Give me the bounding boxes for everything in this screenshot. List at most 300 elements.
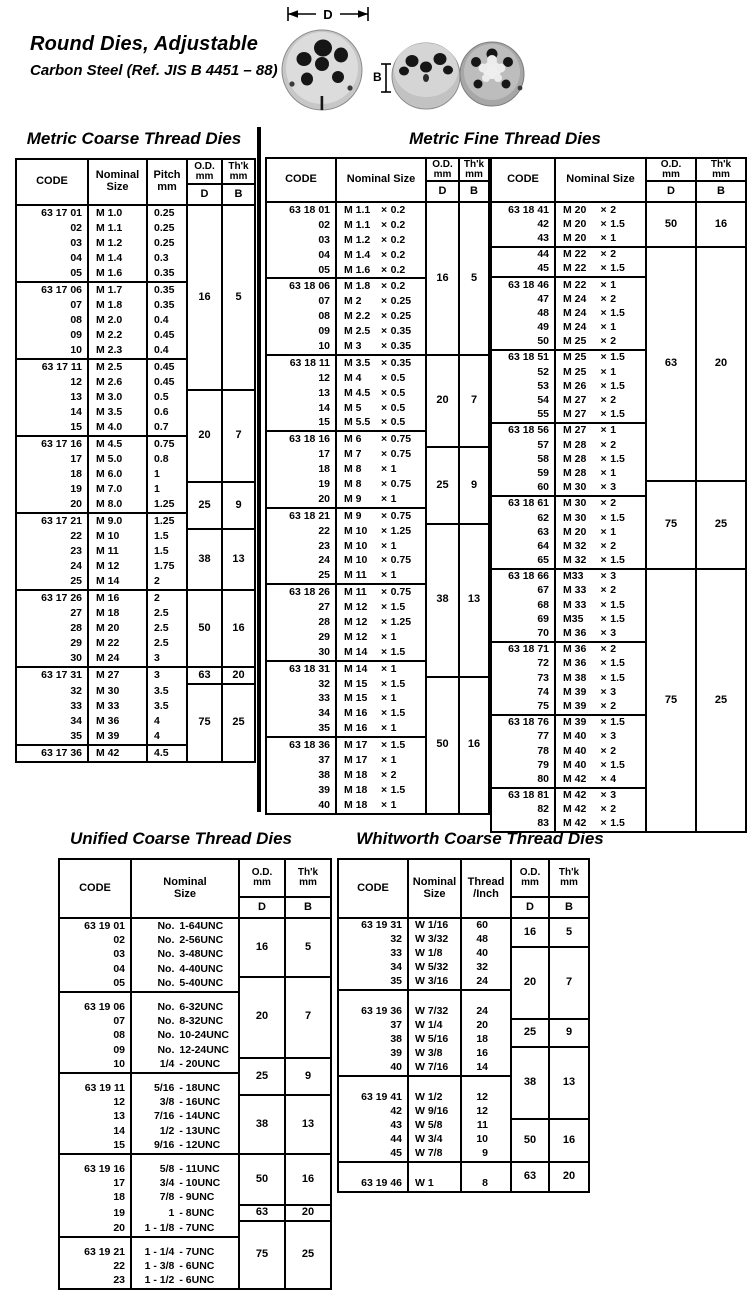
cell-code: 37	[338, 1019, 408, 1033]
metric-coarse-title: Metric Coarse Thread Dies	[26, 129, 242, 148]
cell-thk: 13	[222, 529, 255, 590]
cell-code: 27	[16, 606, 88, 621]
whitworth-coarse-table	[337, 858, 590, 1193]
cell-code: 63 18 31	[266, 661, 336, 677]
cell-sizew: W 3/16	[408, 975, 461, 990]
column-header: Nominal Size	[408, 859, 461, 918]
metric-coarse-table	[15, 158, 256, 763]
column-header: Nominal Size	[555, 158, 646, 202]
cell-pitch: 0.8	[147, 452, 187, 467]
cell-sizex: M 4.5 × 0.5	[336, 386, 426, 401]
cell-sizex: M 42 × 1.5	[555, 817, 646, 832]
cell-sizeu: No. 6-32UNC	[131, 992, 239, 1014]
catalog-table	[58, 858, 332, 1290]
table-row	[491, 481, 746, 496]
cell-od: 38	[426, 524, 459, 677]
cell-sizex: M 30 × 3	[555, 481, 646, 496]
cell-code: 08	[59, 1029, 131, 1043]
column-header: O.D. mm	[187, 159, 222, 184]
cell-size: M 1.6	[88, 266, 147, 282]
cell-pitch: 1.75	[147, 559, 187, 574]
metric-fine-title: Metric Fine Thread Dies	[409, 129, 601, 148]
cell-od: 50	[646, 202, 696, 247]
cell-sizeu: 1 - 1/2 - 6UNC	[131, 1274, 239, 1289]
cell-code: 33	[338, 947, 408, 961]
cell-sizex: M 18 × 1	[336, 798, 426, 814]
column-header: B	[285, 897, 331, 918]
cell-pitch: 0.45	[147, 375, 187, 390]
column-header: O.D. mm	[239, 859, 285, 897]
cell-code: 62	[491, 511, 555, 525]
cell-sizex: M 8 × 0.75	[336, 477, 426, 492]
column-header: Thread /Inch	[461, 859, 511, 918]
cell-code: 30	[16, 651, 88, 667]
cell-tpi: 14	[461, 1061, 511, 1076]
cell-sizeu: 3/4 - 10UNC	[131, 1176, 239, 1190]
cell-tpi: 18	[461, 1033, 511, 1047]
cell-sizew: W 1/2	[408, 1076, 461, 1105]
cell-sizeu: 1 - 3/8 - 6UNC	[131, 1259, 239, 1273]
cell-sizex: M 25 × 1	[555, 365, 646, 379]
cell-sizeu: 1/4 - 20UNC	[131, 1058, 239, 1073]
cell-sizeu: 1 - 1/8 - 7UNC	[131, 1221, 239, 1236]
cell-thk: 25	[222, 684, 255, 762]
cell-code: 32	[16, 684, 88, 699]
cell-sizex: M 28 × 2	[555, 438, 646, 452]
cell-sizex: M35 × 1.5	[555, 612, 646, 626]
cell-size: M 4.0	[88, 420, 147, 436]
cell-code: 57	[491, 438, 555, 452]
cell-thk: 25	[696, 481, 746, 569]
header-row	[338, 859, 589, 897]
die-face-view	[282, 30, 362, 110]
cell-sizex: M 39 × 2	[555, 699, 646, 714]
cell-code: 48	[491, 306, 555, 320]
cell-tpi: 8	[461, 1162, 511, 1192]
cell-code: 63 19 41	[338, 1076, 408, 1105]
cell-sizex: M 2.2 × 0.25	[336, 309, 426, 324]
cell-code: 35	[16, 729, 88, 745]
cell-sizeu: No. 12-24UNC	[131, 1043, 239, 1057]
cell-sizex: M 7 × 0.75	[336, 447, 426, 462]
column-header: B	[459, 181, 489, 202]
cell-code: 63 18 06	[266, 278, 336, 294]
cell-od: 75	[646, 481, 696, 569]
cell-code: 03	[266, 233, 336, 248]
table-row	[59, 1154, 331, 1176]
cell-code: 63 17 31	[16, 667, 88, 684]
cell-sizex: M 12 × 1.5	[336, 600, 426, 615]
cell-code: 64	[491, 539, 555, 553]
table-row	[338, 947, 589, 961]
header-row	[59, 859, 331, 897]
cell-pitch: 0.4	[147, 313, 187, 328]
cell-size: M 18	[88, 606, 147, 621]
cell-sizex: M 16 × 1.5	[336, 706, 426, 721]
cell-sizeu: No. 10-24UNC	[131, 1029, 239, 1043]
cell-code: 65	[491, 554, 555, 569]
cell-sizex: M 32 × 2	[555, 539, 646, 553]
cell-size: M 1.0	[88, 205, 147, 221]
cell-code: 14	[59, 1124, 131, 1138]
catalog-table	[265, 157, 490, 815]
cell-pitch: 0.35	[147, 266, 187, 282]
cell-sizex: M 28 × 1.5	[555, 452, 646, 466]
cell-sizeu: No. 4-40UNC	[131, 962, 239, 976]
column-header: D	[239, 897, 285, 918]
cell-code: 10	[16, 343, 88, 359]
cell-od: 20	[239, 977, 285, 1058]
cell-pitch: 2.5	[147, 606, 187, 621]
table-row	[338, 1119, 589, 1133]
cell-size: M 42	[88, 745, 147, 762]
cell-sizex: M 42 × 3	[555, 788, 646, 803]
column-header: CODE	[16, 159, 88, 205]
unified-coarse-table	[58, 858, 332, 1290]
cell-sizew: W 3/32	[408, 933, 461, 947]
cell-code: 02	[59, 933, 131, 947]
cell-sizeu: No. 1-64UNC	[131, 918, 239, 933]
cell-size: M 10	[88, 529, 147, 544]
cell-code: 39	[266, 783, 336, 798]
section-divider	[257, 127, 261, 812]
metric-fine-table-left	[265, 157, 490, 815]
cell-sizex: M 40 × 2	[555, 744, 646, 758]
cell-size: M 39	[88, 729, 147, 745]
cell-pitch: 1.5	[147, 529, 187, 544]
cell-sizeu: 9/16 - 12UNC	[131, 1138, 239, 1153]
cell-size: M 20	[88, 621, 147, 636]
cell-code: 75	[491, 699, 555, 714]
cell-sizex: M 14 × 1.5	[336, 645, 426, 661]
cell-code: 24	[16, 559, 88, 574]
column-header: D	[646, 181, 696, 202]
cell-code: 52	[491, 365, 555, 379]
cell-sizex: M 22 × 2	[555, 247, 646, 262]
cell-code: 23	[16, 544, 88, 559]
cell-od: 63	[187, 667, 222, 684]
cell-code: 05	[266, 263, 336, 279]
cell-sizex: M 22 × 1	[555, 277, 646, 292]
cell-sizex: M 9 × 0.75	[336, 508, 426, 524]
cell-sizeu: No. 2-56UNC	[131, 933, 239, 947]
cell-code: 14	[266, 401, 336, 416]
cell-pitch: 3	[147, 651, 187, 667]
cell-thk: 7	[285, 977, 331, 1058]
cell-sizex: M 24 × 2	[555, 292, 646, 306]
cell-code: 67	[491, 584, 555, 598]
cell-pitch: 0.45	[147, 359, 187, 375]
cell-code: 35	[266, 721, 336, 737]
cell-sizex: M 30 × 2	[555, 496, 646, 511]
cell-code: 30	[266, 645, 336, 661]
cell-code: 63 17 36	[16, 745, 88, 762]
cell-code: 45	[338, 1147, 408, 1162]
cell-code: 18	[16, 467, 88, 482]
column-header: D	[426, 181, 459, 202]
cell-sizex: M 33 × 1.5	[555, 598, 646, 612]
cell-code: 77	[491, 730, 555, 744]
table-row	[338, 1162, 589, 1192]
table-row	[16, 590, 255, 606]
cell-code: 13	[266, 386, 336, 401]
cell-code: 63 18 16	[266, 431, 336, 447]
dimension-b	[373, 64, 391, 92]
cell-code: 28	[16, 621, 88, 636]
cell-thk: 20	[696, 247, 746, 481]
cell-size: M 8.0	[88, 497, 147, 513]
cell-sizex: M 42 × 4	[555, 772, 646, 787]
cell-size: M 1.7	[88, 282, 147, 298]
cell-code: 34	[16, 714, 88, 729]
cell-sizex: M33 × 3	[555, 569, 646, 584]
cell-code: 23	[59, 1274, 131, 1289]
table-row	[16, 684, 255, 699]
cell-code: 03	[16, 236, 88, 251]
cell-code: 07	[266, 294, 336, 309]
cell-code: 43	[338, 1119, 408, 1133]
cell-code: 59	[491, 466, 555, 480]
cell-code: 28	[266, 615, 336, 630]
cell-pitch: 1	[147, 482, 187, 497]
cell-sizex: M 27 × 2	[555, 393, 646, 407]
cell-sizex: M 14 × 1	[336, 661, 426, 677]
cell-code: 63 17 26	[16, 590, 88, 606]
cell-size: M 30	[88, 684, 147, 699]
cell-od: 50	[426, 677, 459, 814]
cell-thk: 9	[549, 1019, 589, 1047]
table-row	[266, 447, 489, 462]
cell-code: 70	[491, 626, 555, 641]
cell-code: 40	[338, 1061, 408, 1076]
cell-sizex: M 32 × 1.5	[555, 554, 646, 569]
cell-pitch: 0.5	[147, 390, 187, 405]
table-row	[266, 355, 489, 371]
cell-pitch: 0.25	[147, 236, 187, 251]
cell-sizex: M 17 × 1.5	[336, 737, 426, 753]
cell-code: 13	[59, 1110, 131, 1124]
cell-sizex: M 9 × 1	[336, 492, 426, 508]
cell-pitch: 2	[147, 574, 187, 590]
cell-sizex: M 27 × 1.5	[555, 408, 646, 423]
cell-sizex: M 40 × 1.5	[555, 758, 646, 772]
cell-sizex: M 1.4 × 0.2	[336, 248, 426, 263]
cell-code: 08	[16, 313, 88, 328]
column-header: B	[222, 184, 255, 205]
table-row	[491, 202, 746, 217]
cell-code: 55	[491, 408, 555, 423]
cell-code: 63 18 56	[491, 423, 555, 438]
cell-code: 63 18 66	[491, 569, 555, 584]
cell-pitch: 0.45	[147, 328, 187, 343]
cell-pitch: 0.35	[147, 298, 187, 313]
cell-code: 19	[266, 477, 336, 492]
cell-size: M 9.0	[88, 513, 147, 529]
cell-sizeu: No. 3-48UNC	[131, 948, 239, 962]
cell-code: 02	[16, 221, 88, 236]
cell-sizex: M 20 × 1.5	[555, 217, 646, 231]
cell-sizew: W 3/4	[408, 1133, 461, 1147]
cell-code: 74	[491, 685, 555, 699]
cell-code: 17	[16, 452, 88, 467]
cell-sizeu: 3/8 - 16UNC	[131, 1095, 239, 1109]
cell-sizex: M 1.1 × 0.2	[336, 202, 426, 218]
cell-od: 38	[187, 529, 222, 590]
cell-sizex: M 1.8 × 0.2	[336, 278, 426, 294]
cell-code: 04	[59, 962, 131, 976]
cell-thk: 5	[549, 918, 589, 947]
cell-sizew: W 1/8	[408, 947, 461, 961]
die-side-view	[392, 43, 460, 109]
cell-thk: 7	[459, 355, 489, 447]
cell-code: 07	[59, 1014, 131, 1028]
cell-sizex: M 17 × 1	[336, 753, 426, 768]
cell-pitch: 2	[147, 590, 187, 606]
cell-code: 63 19 01	[59, 918, 131, 933]
cell-code: 20	[16, 497, 88, 513]
cell-code: 63 18 36	[266, 737, 336, 753]
cell-size: M 1.1	[88, 221, 147, 236]
table-row	[16, 205, 255, 221]
cell-thk: 16	[459, 677, 489, 814]
cell-sizex: M 24 × 1.5	[555, 306, 646, 320]
cell-tpi: 60	[461, 918, 511, 933]
cell-code: 63 18 46	[491, 277, 555, 292]
cell-sizeu: 1 - 1/4 - 7UNC	[131, 1237, 239, 1259]
cell-od: 75	[239, 1221, 285, 1289]
table-row	[338, 918, 589, 933]
cell-tpi: 24	[461, 975, 511, 990]
cell-size: M 27	[88, 667, 147, 684]
cell-code: 73	[491, 671, 555, 685]
column-header: D	[511, 897, 549, 918]
cell-code: 17	[59, 1176, 131, 1190]
cell-code: 19	[59, 1205, 131, 1221]
table-row	[491, 569, 746, 584]
cell-size: M 11	[88, 544, 147, 559]
cell-tpi: 20	[461, 1019, 511, 1033]
cell-sizex: M 10 × 0.75	[336, 553, 426, 568]
cell-sizex: M 4 × 0.5	[336, 371, 426, 386]
table-row	[59, 977, 331, 992]
cell-pitch: 3.5	[147, 684, 187, 699]
cell-sizeu: 7/8 - 9UNC	[131, 1191, 239, 1205]
cell-code: 63 19 11	[59, 1073, 131, 1095]
cell-thk: 16	[549, 1119, 589, 1162]
cell-code: 02	[266, 218, 336, 233]
cell-sizeu: No. 8-32UNC	[131, 1014, 239, 1028]
cell-sizex: M 39 × 3	[555, 685, 646, 699]
cell-code: 63 18 61	[491, 496, 555, 511]
cell-thk: 5	[285, 918, 331, 977]
cell-sizew: W 1/4	[408, 1019, 461, 1033]
header-row	[16, 159, 255, 184]
cell-pitch: 3.5	[147, 699, 187, 714]
cell-code: 23	[266, 539, 336, 554]
cell-od: 38	[239, 1095, 285, 1154]
cell-pitch: 2.5	[147, 621, 187, 636]
cell-code: 63 18 01	[266, 202, 336, 218]
cell-code: 63 17 01	[16, 205, 88, 221]
cell-code: 22	[16, 529, 88, 544]
cell-sizeu: 7/16 - 14UNC	[131, 1110, 239, 1124]
cell-sizeu: 1 - 8UNC	[131, 1205, 239, 1221]
cell-code: 79	[491, 758, 555, 772]
cell-code: 32	[266, 677, 336, 692]
cell-code: 63 18 51	[491, 350, 555, 365]
cell-sizex: M 36 × 1.5	[555, 657, 646, 671]
cell-code: 63 18 76	[491, 715, 555, 730]
cell-od: 75	[646, 569, 696, 832]
cell-sizex: M 36 × 3	[555, 626, 646, 641]
cell-code: 22	[59, 1259, 131, 1273]
column-header: Th'k mm	[285, 859, 331, 897]
cell-pitch: 0.7	[147, 420, 187, 436]
cell-code: 63 18 26	[266, 584, 336, 600]
cell-sizex: M 15 × 1.5	[336, 677, 426, 692]
cell-sizex: M 20 × 2	[555, 202, 646, 217]
cell-pitch: 0.75	[147, 436, 187, 452]
cell-size: M 14	[88, 574, 147, 590]
cell-sizex: M 3.5 × 0.35	[336, 355, 426, 371]
cell-code: 63 19 31	[338, 918, 408, 933]
cell-sizex: M 5 × 0.5	[336, 401, 426, 416]
cell-sizex: M 20 × 1	[555, 231, 646, 246]
cell-code: 43	[491, 231, 555, 246]
cell-code: 09	[266, 324, 336, 339]
cell-od: 20	[511, 947, 549, 1019]
cell-sizew: W 5/8	[408, 1119, 461, 1133]
cell-code: 29	[16, 636, 88, 651]
cell-code: 38	[338, 1033, 408, 1047]
cell-code: 12	[59, 1095, 131, 1109]
cell-code: 20	[59, 1221, 131, 1236]
cell-code: 63 19 21	[59, 1237, 131, 1259]
cell-code: 42	[491, 217, 555, 231]
cell-thk: 7	[222, 390, 255, 482]
cell-code: 32	[338, 933, 408, 947]
cell-code: 63	[491, 525, 555, 539]
cell-thk: 25	[696, 569, 746, 832]
cell-pitch: 0.25	[147, 205, 187, 221]
cell-code: 37	[266, 753, 336, 768]
cell-od: 25	[426, 447, 459, 523]
cell-sizex: M 42 × 2	[555, 803, 646, 817]
cell-code: 15	[266, 415, 336, 431]
cell-pitch: 0.3	[147, 251, 187, 266]
metric-fine-table-right	[490, 157, 747, 833]
cell-code: 24	[266, 553, 336, 568]
cell-sizex: M 2 × 0.25	[336, 294, 426, 309]
catalog-table	[337, 858, 590, 1193]
cell-sizex: M 18 × 2	[336, 768, 426, 783]
cell-od: 63	[511, 1162, 549, 1192]
cell-code: 33	[16, 699, 88, 714]
cell-code: 38	[266, 768, 336, 783]
cell-code: 69	[491, 612, 555, 626]
catalog-table	[15, 158, 256, 763]
cell-thk: 16	[222, 590, 255, 667]
cell-code: 49	[491, 321, 555, 335]
cell-sizex: M 6 × 0.75	[336, 431, 426, 447]
cell-sizex: M 40 × 3	[555, 730, 646, 744]
cell-thk: 20	[222, 667, 255, 684]
column-header: O.D. mm	[511, 859, 549, 897]
cell-size: M 1.2	[88, 236, 147, 251]
die-dark-view	[460, 42, 524, 106]
table-row	[338, 1019, 589, 1033]
cell-thk: 9	[222, 482, 255, 529]
